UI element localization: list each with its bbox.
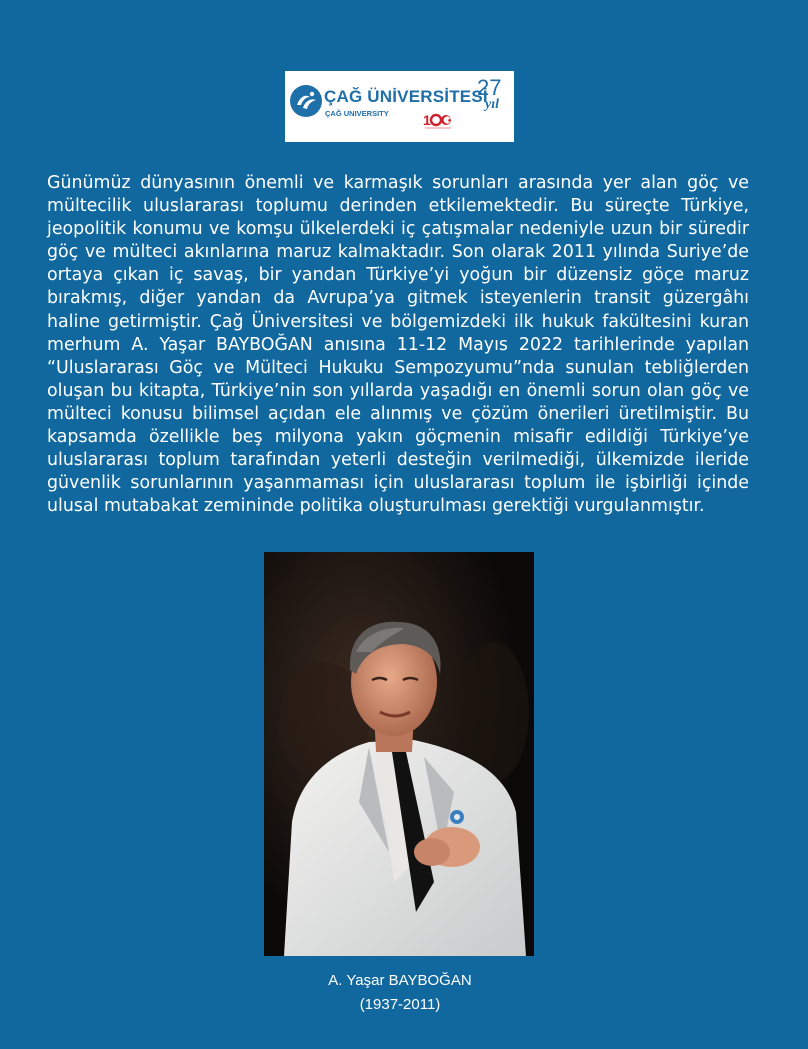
logo-university-name: ÇAĞ ÜNİVERSİTESİ (324, 87, 488, 106)
logo-years-word: yıl (485, 97, 499, 112)
logo-years-number: 27 (477, 75, 502, 100)
centennial-badge-icon (423, 111, 455, 131)
photo-caption-years: (1937-2011) (359, 996, 441, 1013)
portrait-illustration (264, 552, 534, 956)
svg-text:1: 1 (423, 112, 431, 128)
logo-university-subtitle: ÇAĞ UNIVERSITY (325, 109, 389, 118)
university-emblem-icon (289, 84, 323, 118)
portrait-photo (264, 552, 534, 956)
photo-caption-name: A. Yaşar BAYBOĞAN (328, 972, 472, 989)
book-description: Günümüz dünyasının önemli ve karmaşık sorunları arasında yer alan göç ve mültecilik uluslararası toplumu derinden etkilemektedir. Bu süreçte Türkiye, jeopolitik konumu ve komşu ülkelerdeki iç çatışmalar nedeniyle uzun bir süredir göç ve mülteci akınlarına maruz kalmaktadır. Son olarak 2011 yılında Suriye’de ortaya çıkan iç savaş, bir yandan Türkiye’yi yoğun bir düzensiz göçe maruz bırakmış, diğer yandan da Avrupa’ya gitmek isteyenlerin transit güzergâhı haline getirmiştir. Çağ Üniversitesi ve bölgemizdeki ilk hukuk fakültesini kuran merhum A. Yaşar BAYBOĞAN anısına 11-12 Mayıs 2022 tarihlerinde yapılan “Uluslararası Göç ve Mülteci Hukuku Sempozyumu”nda sunulan tebliğlerden oluşan bu kitapta, Türkiye’nin son yıllarda yaşadığı en önemli sorun olan göç ve mülteci konusu bilimsel açıdan ele alınmış ve çözüm önerileri üretilmiştir. Bu kapsamda özellikle beş milyona yakın göçmenin misafir edildiği Türkiye’ye uluslararası toplum tarafından yeterli desteğin verilmediği, ülkemizde ileride güvenlik sorunlarının yaşanmaması için uluslararası toplum ile işbirliği içinde ulusal mutabakat zemininde politika oluşturulması gerektiği vurgulanmıştır. (47, 173, 749, 517)
university-logo (285, 71, 514, 142)
